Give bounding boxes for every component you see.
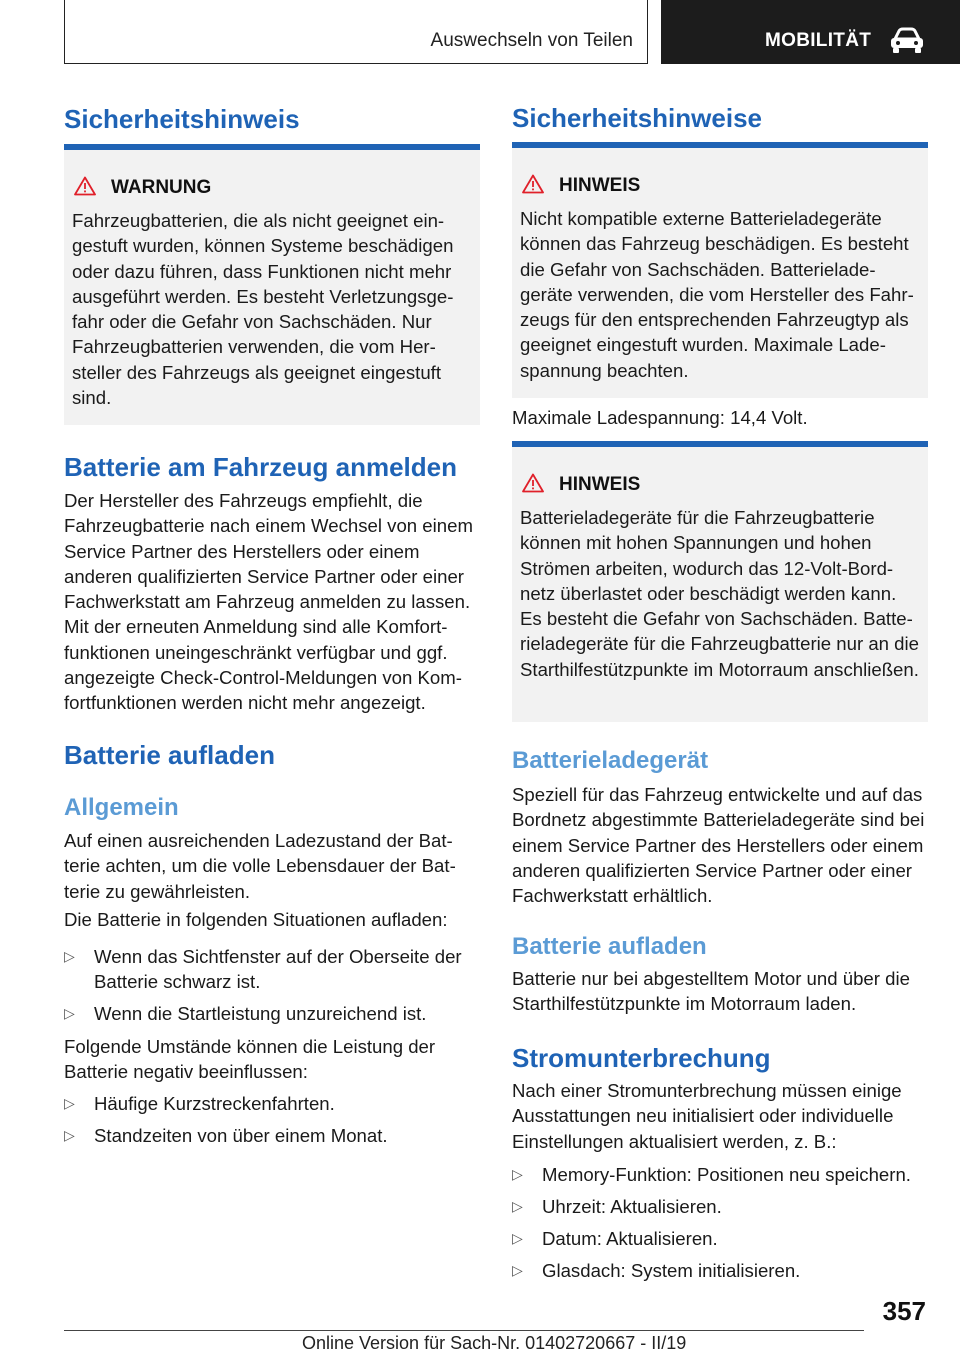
note-text: Nicht kompatible externe Batterieladegeräte können das Fahrzeug beschädigen. Es besteht die Gefahr von Sachschäden. Batterieladegeräte verwenden, die vom Hersteller des Fahrzeugs für den entsprechenden Fahrzeugtyp als geeignet eingestuft wurden. Maximale Ladespannung beachten. [520,208,914,381]
warning-box [64,144,480,425]
bullet-arrow-icon: ▷ [512,1230,523,1246]
register-text: Der Hersteller des Fahrzeugs empfiehlt, die Fahrzeugbatterie nach einem Wechsel von einem Service Partner des Herstellers oder einem anderen qualifizierten Service Partner oder einer Fachwerkstatt am Fahrzeug anmelden zu lassen. Mit der erneuten Anmeldung sind alle Komfortfunktionen uneingeschränkt verfügbar und ggf. angezeigte Check-Control-Meldungen von Komfortfunktionen werden nicht mehr angezeigt. [64,490,473,714]
header-chapter-tab[interactable] [661,0,960,64]
factors-intro: Folgende Umstände können die Leistung der Batterie negativ beeinflussen: [64,1036,436,1083]
note-box-1 [512,142,928,398]
charger-text: Speziell für das Fahrzeug entwickelte und auf das Bordnetz abgestimmte Batterieladegeräte sind bei einem Service Partner des Herstellers oder einem anderen qualifizierten Service Partner oder einer Fachwerkstatt erhältlich. [512,784,925,907]
bullet-arrow-icon: ▷ [64,1005,75,1021]
heading-general: Allgemein [64,794,179,821]
max-voltage-text: Maximale Ladespannung: 14,4 Volt. [512,407,808,428]
note-title: HINWEIS [559,474,641,495]
bullet-arrow-icon: ▷ [64,1127,75,1143]
footer-divider [64,1330,864,1331]
page-number: 357 [882,1296,926,1326]
warning-text: Fahrzeugbatterien, die als nicht geeignet eingestuft wurden, können Systeme beschädigen oder dazu führen, dass Funktionen nicht mehr ausgeführt werden. Es besteht Verletzungsgefahr oder die Gefahr von Sachschäden. Nur Fahrzeugbatterien verwenden, die vom Hersteller des Fahrzeugs als geeignet eingestuft sind. [72,210,454,409]
heading-safety-notice: Sicherheitshinweis [64,104,300,134]
warning-title: WARNUNG [111,177,212,198]
note-title: HINWEIS [559,175,641,196]
heading-safety-notices: Sicherheitshinweise [512,103,762,133]
situations-intro: Die Batterie in folgenden Situationen aufladen: [64,909,448,930]
note-box-2 [512,441,928,722]
bullet-arrow-icon: ▷ [512,1166,523,1182]
car-icon [889,27,925,55]
heading-charge-battery-right: Batterie aufladen [512,933,707,960]
footer-online-version: Online Version für Sach-Nr. 01402720667 - II/19 [302,1333,687,1353]
bullet-arrow-icon: ▷ [512,1198,523,1214]
bullet-arrow-icon: ▷ [64,948,75,964]
header-section-title-box [64,0,648,64]
heading-power-interruption: Stromunterbrechung [512,1043,771,1073]
bullet-arrow-icon: ▷ [64,1095,75,1111]
heading-register-battery: Batterie am Fahrzeug anmelden [64,452,457,482]
header-section-title: Auswechseln von Teilen [430,30,633,51]
charge-text: Batterie nur bei abgestelltem Motor und über die Starthilfestützpunkte im Motorraum laden. [512,968,910,1015]
heading-battery-charger: Batterieladegerät [512,747,709,774]
warning-triangle-icon [74,176,96,196]
note-text: Batterieladegeräte für die Fahrzeugbatterie können mit hohen Spannungen und hohen Strömen arbeiten, wodurch das 12-Volt-Bordnetz überlastet oder beschädigt werden kann. Es besteht die Gefahr von Sachschäden. Batterieladegeräte für die Fahrzeugbatterie nur an die Starthilfestützpunkte im Motorraum anschließen. [520,507,919,680]
heading-charge-battery: Batterie aufladen [64,740,275,770]
bullet-arrow-icon: ▷ [512,1262,523,1278]
warning-triangle-icon [522,473,544,493]
power-cut-text: Nach einer Stromunterbrechung müssen einige Ausstattungen neu initialisiert oder individuelle Einstellungen aktualisiert werden, z. B.: [512,1080,902,1152]
warning-triangle-icon [522,174,544,194]
header-chapter-label: MOBILITÄT [765,30,872,51]
general-text: Auf einen ausreichenden Ladezustand der Batterie achten, um die volle Lebensdauer der Batterie zu gewährleisten. [64,830,456,902]
